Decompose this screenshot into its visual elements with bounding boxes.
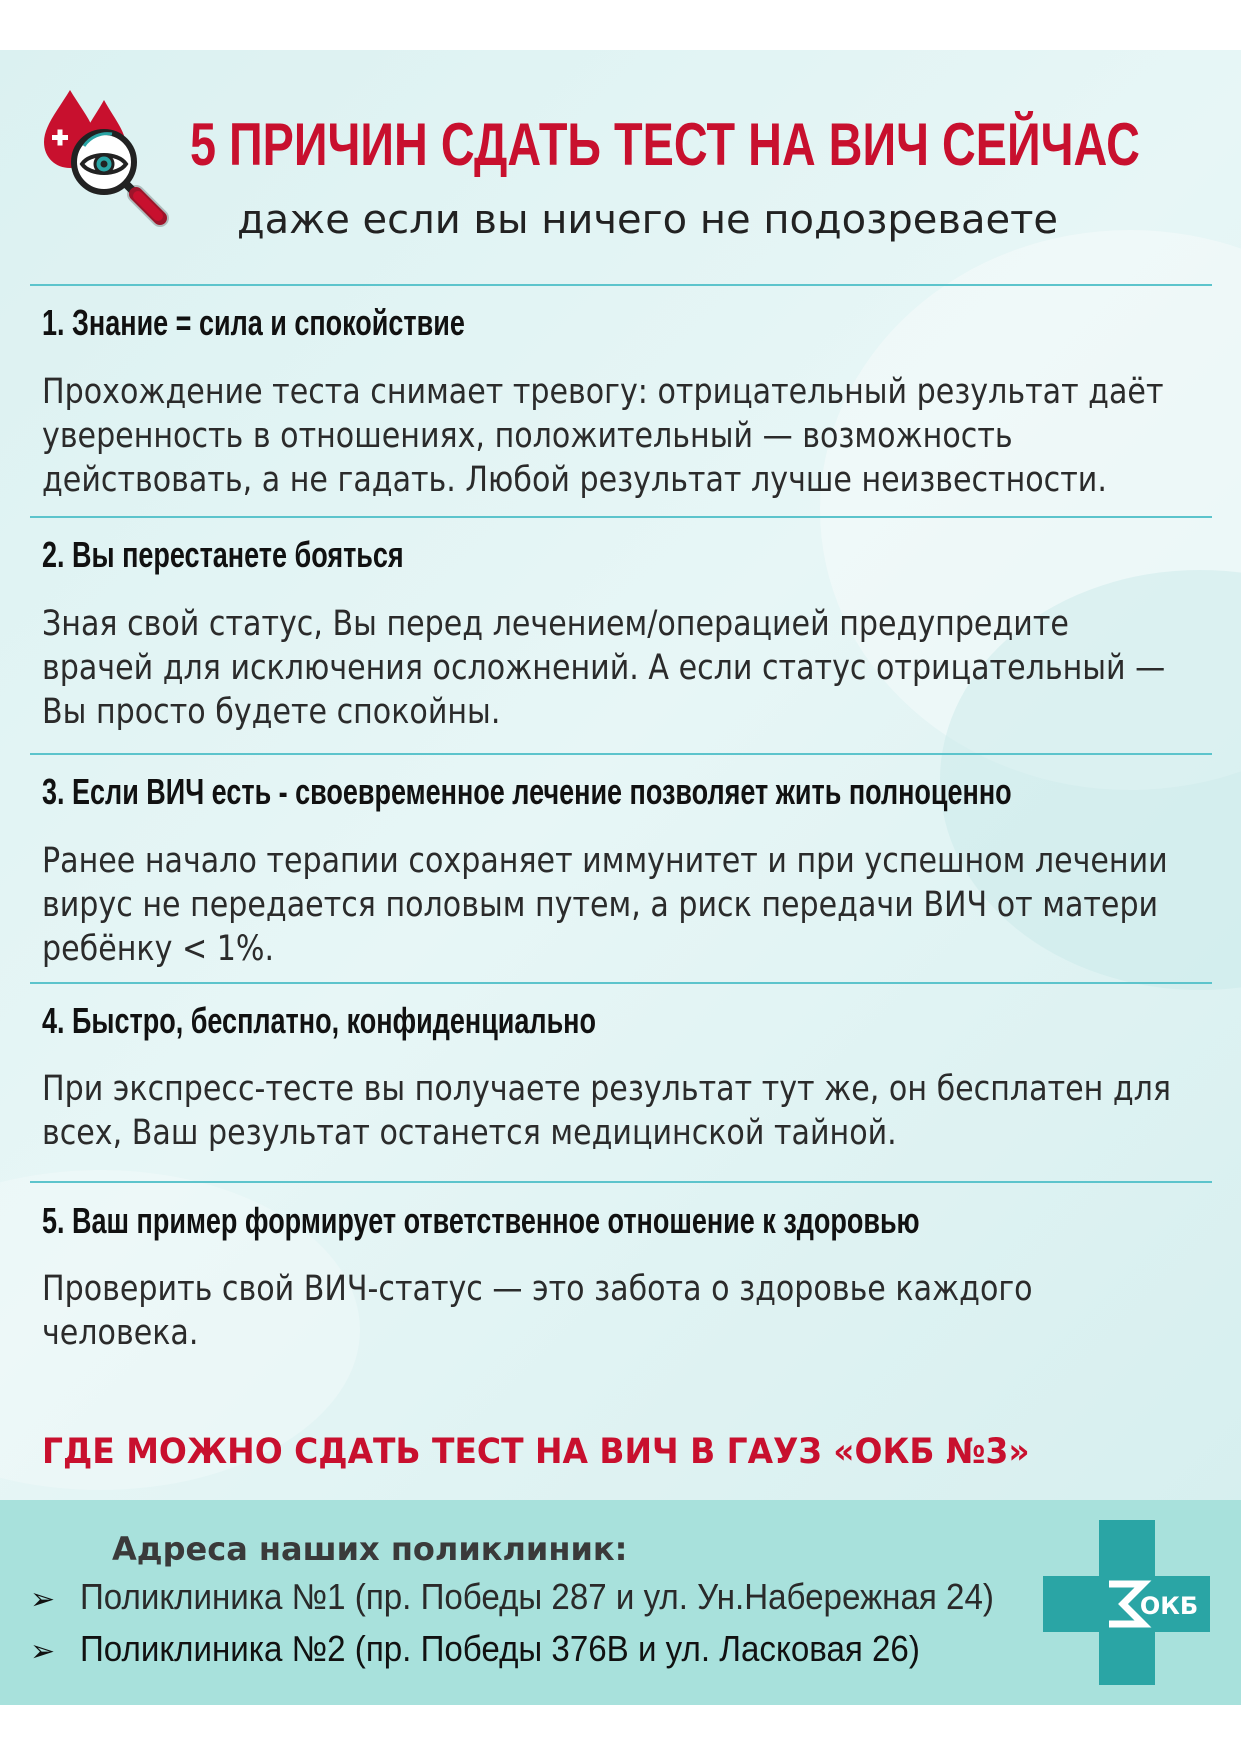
divider xyxy=(30,982,1212,984)
reason-line: врачей для исключения осложнений. А если статус отрицательный — xyxy=(42,648,1166,688)
address-text: Поликлиника №1 (пр. Победы 287 и ул. Ун.Набережная 24) xyxy=(80,1576,994,1617)
reason-line: человека. xyxy=(42,1313,199,1353)
page-subtitle: даже если вы ничего не подозреваете xyxy=(237,197,1058,243)
reason-line: Зная свой статус, Вы перед лечением/операцией предупредите xyxy=(42,604,1069,644)
reason-line: При экспресс-тесте вы получаете результат тут же, он бесплатен для xyxy=(42,1069,1172,1109)
reason-title-3: 3. Если ВИЧ есть - своевременное лечение позволяет жить полноценно xyxy=(42,771,1012,812)
reason-title-4: 4. Быстро, бесплатно, конфиденциально xyxy=(42,1000,596,1041)
reason-line: всех, Ваш результат останется медицинской тайной. xyxy=(42,1113,897,1153)
arrow-bullet-icon: ➢ xyxy=(30,1583,56,1616)
reason-line: уверенность в отношениях, положительный — возможность xyxy=(42,416,1013,456)
divider xyxy=(30,1181,1212,1183)
divider xyxy=(30,753,1212,755)
divider xyxy=(30,516,1212,518)
reason-title-1: 1. Знание = сила и спокойствие xyxy=(42,302,465,343)
reason-line: Вы просто будете спокойны. xyxy=(42,692,501,732)
okb-logo-text: ОКБ xyxy=(1139,1592,1199,1620)
reason-line: вирус не передается половым путем, а риск передачи ВИЧ от матери xyxy=(42,885,1159,925)
reason-text-5 xyxy=(42,1267,1212,1355)
arrow-bullet-icon: ➢ xyxy=(30,1635,56,1668)
reason-line: Ранее начало терапии сохраняет иммунитет и при успешном лечении xyxy=(42,841,1168,881)
reason-text-4 xyxy=(42,1067,1212,1155)
okb-logo xyxy=(1043,1520,1210,1685)
reason-line: действовать, а не гадать. Любой результат лучше неизвестности. xyxy=(42,460,1107,500)
addresses-heading: Адреса наших поликлиник: xyxy=(112,1530,628,1568)
reason-title-5: 5. Ваш пример формирует ответственное отношение к здоровью xyxy=(42,1200,920,1241)
reason-text-2 xyxy=(42,602,1212,734)
address-item-1 xyxy=(30,1576,1030,1618)
address-text: Поликлиника №2 (пр. Победы 376В и ул. Ласковая 26) xyxy=(80,1628,920,1669)
where-to-test-title: ГДЕ МОЖНО СДАТЬ ТЕСТ НА ВИЧ В ГАУЗ «ОКБ №3» xyxy=(42,1432,1030,1472)
reason-title-2: 2. Вы перестанете бояться xyxy=(42,534,404,575)
reason-text-3 xyxy=(42,839,1212,971)
page-title: 5 ПРИЧИН СДАТЬ ТЕСТ НА ВИЧ СЕЙЧАС xyxy=(190,111,1140,178)
divider xyxy=(30,284,1212,286)
reason-line: ребёнку < 1%. xyxy=(42,929,275,969)
blood-drops-magnifier-icon xyxy=(32,80,182,230)
reason-line: Прохождение теста снимает тревогу: отрицательный результат даёт xyxy=(42,372,1164,412)
reason-text-1 xyxy=(42,370,1212,502)
reason-line: Проверить свой ВИЧ-статус — это забота о здоровье каждого xyxy=(42,1269,1033,1309)
address-item-2 xyxy=(30,1628,1030,1670)
